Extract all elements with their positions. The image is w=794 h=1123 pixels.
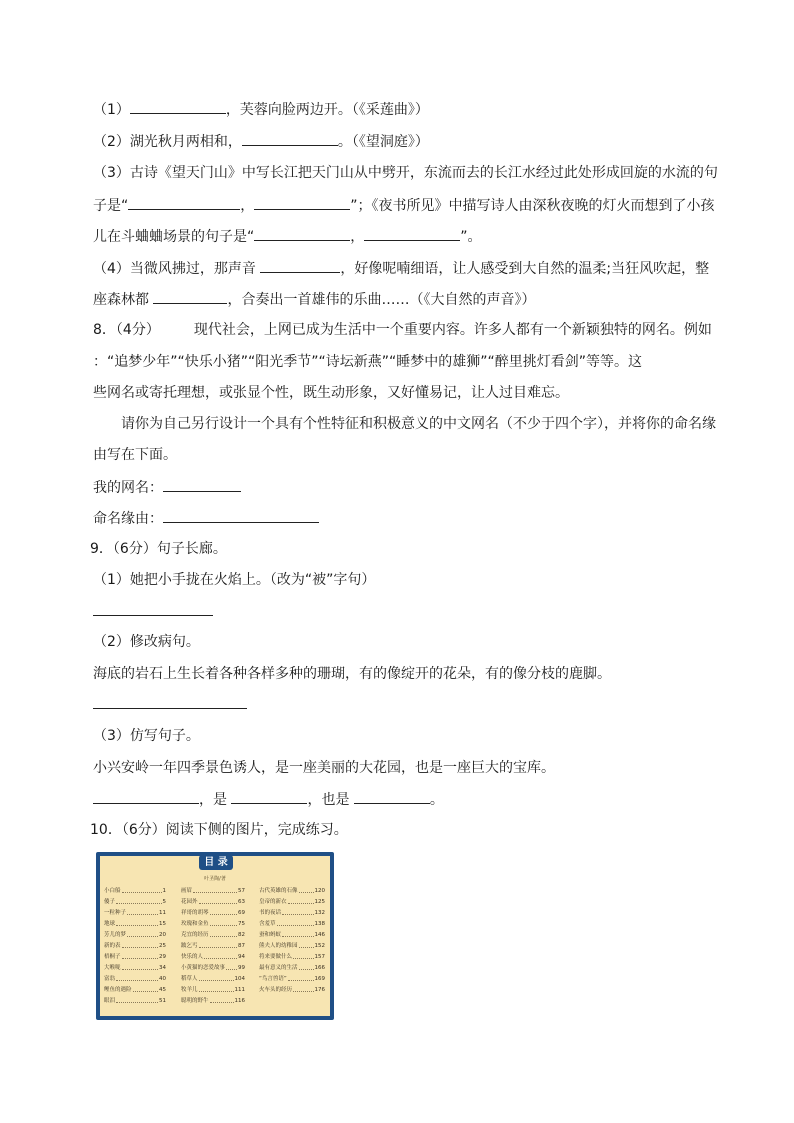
toc-entry — [259, 985, 325, 996]
toc-entry-page: 169 — [314, 976, 325, 982]
toc-entry — [259, 897, 325, 908]
toc-entry — [104, 963, 166, 974]
name-label: 我的网名： — [93, 480, 163, 496]
toc-leader-dots — [122, 886, 162, 893]
toc-leader-dots — [277, 919, 314, 926]
toc-entry — [259, 930, 325, 941]
toc-entry — [259, 886, 325, 897]
toc-leader-dots — [299, 941, 314, 948]
q9-item-3: （3）仿写句子。 — [93, 728, 200, 744]
toc-entry — [181, 930, 245, 941]
answer-blank[interactable] — [254, 226, 350, 241]
item-number: （1） — [93, 102, 130, 118]
toc-leader-dots — [282, 930, 313, 937]
toc-entry-title: 熊夫人的幼稚园 — [259, 943, 298, 949]
toc-entry — [259, 952, 325, 963]
toc-entry-page: 20 — [159, 932, 166, 938]
q9-item-3-sentence: 小兴安岭一年四季景色诱人，是一座美丽的大花园，也是一座巨大的宝库。 — [93, 760, 555, 776]
toc-leader-dots — [127, 930, 158, 937]
toc-entry — [104, 886, 166, 897]
toc-entry-title: 地球 — [104, 921, 116, 927]
toc-leader-dots — [133, 985, 158, 992]
q8-line5: 由写在下面。 — [93, 447, 177, 463]
toc-leader-dots — [122, 941, 158, 948]
q7-item-1 — [93, 99, 429, 120]
toc-leader-dots — [116, 974, 158, 981]
toc-entry-title: 画眉 — [181, 888, 193, 894]
item-text: ，芙蓉向脸两边开。（《采莲曲》） — [225, 102, 429, 118]
toc-entry-page: 15 — [159, 921, 166, 927]
question-number: 8．（4分） — [93, 322, 160, 338]
toc-entry-page: 29 — [159, 954, 166, 960]
toc-entry-page: 69 — [238, 910, 245, 916]
toc-leader-dots — [282, 908, 313, 915]
toc-entry-page: 94 — [238, 954, 245, 960]
toc-entry-page: 152 — [314, 943, 325, 949]
q8-reason-row — [93, 508, 319, 529]
toc-leader-dots — [116, 996, 158, 1003]
q7-item-4-line1: （4）当微风拂过，那声音 ，好像呢喃细语，让人感受到大自然的温柔;当狂风吹起，整 — [93, 258, 709, 279]
toc-entry-page: 25 — [159, 943, 166, 949]
reason-answer-blank[interactable] — [163, 508, 319, 523]
answer-blank[interactable] — [260, 258, 340, 273]
toc-entry-page: 132 — [314, 910, 325, 916]
toc-leader-dots — [210, 919, 237, 926]
toc-entry — [104, 952, 166, 963]
toc-entry-title: 新的表 — [104, 943, 121, 949]
q10-heading: 10．（6分）阅读下侧的图片，完成练习。 — [90, 822, 348, 838]
toc-entry-page: 63 — [238, 899, 245, 905]
toc-leader-dots — [116, 919, 158, 926]
toc-entry-page: 1 — [162, 888, 166, 894]
toc-entry — [259, 919, 325, 930]
toc-entry-page: 45 — [159, 987, 166, 993]
toc-entry-title: 眼泪 — [104, 998, 116, 1004]
toc-entry-title: 梧桐子 — [104, 954, 121, 960]
toc-entry-page: 82 — [238, 932, 245, 938]
answer-blank[interactable] — [242, 131, 338, 146]
toc-entry — [181, 941, 245, 952]
toc-entry-page: 104 — [234, 976, 245, 982]
toc-leader-dots — [204, 952, 237, 959]
toc-entry-page: 120 — [314, 888, 325, 894]
toc-entry — [104, 941, 166, 952]
q8-line4: 请你为自己另行设计一个具有个性特征和积极意义的中文网名（不少于四个字），并将你的命名缘 — [121, 416, 716, 432]
answer-line[interactable] — [93, 708, 247, 709]
toc-subtitle: 叶圣陶/著 — [204, 876, 226, 882]
item-number: （2） — [93, 134, 130, 150]
toc-entry-title: 跛乞丐 — [181, 943, 198, 949]
toc-entry-title: 将来要做什么 — [259, 954, 293, 960]
toc-entry — [181, 886, 245, 897]
toc-entry-title: 聪明的野牛 — [181, 998, 209, 1004]
toc-entry-title: 傻子 — [104, 899, 116, 905]
toc-entry — [104, 919, 166, 930]
q7-item-3-line1: （3）古诗《望天门山》中写长江把天门山从中劈开，东流而去的长江水经过此处形成回旋的水流的句 — [93, 165, 718, 181]
toc-leader-dots — [293, 952, 313, 959]
toc-entry — [259, 941, 325, 952]
q8-line2: ：“追梦少年”“快乐小猪”“阳光季节”“诗坛新燕”“睡梦中的雄狮”“醉里挑灯看剑”等等。这 — [93, 354, 643, 370]
q7-item-4-line2: 座森林都 ，合奏出一首雄伟的乐曲……（《大自然的声音》） — [93, 289, 535, 310]
toc-leader-dots — [288, 897, 314, 904]
toc-entry-title: 小黄猫的恋爱故事 — [181, 965, 226, 971]
q7-item-3-line2: 子是“ ， ”；《夜书所见》中描写诗人由深秋夜晚的灯火而想到了小孩 — [93, 195, 715, 216]
toc-entry-title: 稻草人 — [181, 976, 198, 982]
toc-entry-title: 花园外 — [181, 899, 198, 905]
q8-name-row — [93, 477, 241, 498]
toc-column-2 — [181, 886, 245, 1007]
toc-entry-title: 皇帝的新衣 — [259, 899, 287, 905]
toc-entry-title: 鲤鱼的遇险 — [104, 987, 132, 993]
answer-line[interactable] — [93, 615, 213, 616]
toc-entry — [104, 908, 166, 919]
toc-leader-dots — [199, 985, 234, 992]
toc-leader-dots — [122, 963, 158, 970]
toc-entry-page: 146 — [314, 932, 325, 938]
toc-leader-dots — [199, 941, 237, 948]
toc-entry-title: 大喉咙 — [104, 965, 121, 971]
toc-entry-title: 芳儿的梦 — [104, 932, 127, 938]
toc-entry-title: 克宜的经历 — [181, 932, 209, 938]
q7-item-3-line3: 儿在斗蛐蛐场景的句子是“ ， ”。 — [93, 226, 482, 247]
toc-leader-dots — [193, 886, 237, 893]
toc-entry-title: 最有意义的生活 — [259, 965, 298, 971]
toc-entry — [181, 919, 245, 930]
answer-blank[interactable] — [153, 289, 227, 304]
item-text: 湖光秋月两相和， — [129, 134, 242, 150]
toc-leader-dots — [299, 963, 314, 970]
toc-leader-dots — [122, 952, 158, 959]
toc-entry-page: 166 — [314, 965, 325, 971]
toc-entry-page: 116 — [234, 998, 245, 1004]
toc-entry-page: 57 — [238, 888, 245, 894]
toc-leader-dots — [199, 974, 234, 981]
answer-blank[interactable] — [254, 195, 350, 210]
toc-leader-dots — [226, 963, 237, 970]
toc-entry — [181, 974, 245, 985]
toc-entry-page: 75 — [238, 921, 245, 927]
table-of-contents-image — [96, 852, 334, 1020]
q7-item-2 — [93, 131, 429, 152]
toc-entry — [104, 897, 166, 908]
toc-leader-dots — [210, 908, 237, 915]
toc-leader-dots — [199, 897, 237, 904]
toc-leader-dots — [299, 886, 314, 893]
toc-column-3 — [259, 886, 325, 996]
toc-entry — [104, 930, 166, 941]
toc-leader-dots — [116, 897, 161, 904]
toc-entry-title: 蚕和蚂蚁 — [259, 932, 282, 938]
toc-title: 目 录 — [199, 855, 233, 870]
reason-label: 命名缘由： — [93, 511, 163, 527]
toc-entry-page: 138 — [314, 921, 325, 927]
toc-entry-title: 小白船 — [104, 888, 121, 894]
toc-entry — [259, 908, 325, 919]
toc-entry — [104, 985, 166, 996]
toc-entry-title: 祥哥的胡琴 — [181, 910, 209, 916]
toc-leader-dots — [288, 974, 314, 981]
toc-leader-dots — [127, 908, 158, 915]
toc-entry — [181, 908, 245, 919]
answer-blank[interactable] — [93, 789, 199, 804]
toc-entry — [259, 963, 325, 974]
q8-line1: 8．（4分） 现代社会，上网已成为生活中一个重要内容。许多人都有一个新颖独特的网名。例如 — [93, 322, 712, 338]
toc-entry — [259, 974, 325, 985]
q9-item-1: （1）她把小手拢在火焰上。（改为“被”字句） — [93, 572, 376, 588]
toc-entry-title: 古代英雄的石像 — [259, 888, 298, 894]
toc-entry-title: 书的夜话 — [259, 910, 282, 916]
toc-entry-page: 176 — [314, 987, 325, 993]
toc-entry — [181, 963, 245, 974]
answer-blank[interactable] — [354, 789, 430, 804]
toc-entry-title: 火车头的经历 — [259, 987, 293, 993]
toc-column-1 — [104, 886, 166, 1007]
item-text: 。（《望洞庭》） — [337, 134, 429, 150]
toc-entry-page: 11 — [159, 910, 166, 916]
q9-item-2: （2）修改病句。 — [93, 634, 200, 650]
toc-entry-page: 40 — [159, 976, 166, 982]
toc-entry-page: 51 — [159, 998, 166, 1004]
toc-leader-dots — [293, 985, 313, 992]
toc-entry-page: 87 — [238, 943, 245, 949]
toc-entry-title: 含羞草 — [259, 921, 276, 927]
name-answer-blank[interactable] — [163, 477, 241, 492]
toc-entry-page: 34 — [159, 965, 166, 971]
toc-entry — [181, 952, 245, 963]
toc-entry-title: 快乐的人 — [181, 954, 204, 960]
q9-item-3-answer: ，是 ，也是 。 — [93, 789, 444, 810]
toc-entry — [181, 985, 245, 996]
toc-entry-title: 富翁 — [104, 976, 116, 982]
toc-entry-page: 111 — [234, 987, 245, 993]
toc-entry-title: “鸟言兽语” — [259, 976, 287, 982]
toc-entry — [181, 996, 245, 1007]
toc-entry-page: 125 — [314, 899, 325, 905]
toc-entry-page: 99 — [238, 965, 245, 971]
toc-leader-dots — [210, 996, 234, 1003]
toc-entry-page: 5 — [162, 899, 166, 905]
q9-heading: 9．（6分）句子长廊。 — [90, 541, 227, 557]
toc-entry-title: 一粒种子 — [104, 910, 127, 916]
toc-entry-page: 157 — [314, 954, 325, 960]
answer-blank[interactable] — [364, 226, 460, 241]
q8-line3: 些网名或寄托理想，或张显个性，既生动形象，又好懂易记，让人过目难忘。 — [93, 385, 569, 401]
toc-leader-dots — [210, 930, 237, 937]
toc-entry-title: 玫瑰和金鱼 — [181, 921, 209, 927]
answer-blank[interactable] — [128, 195, 240, 210]
q9-item-2-sentence: 海底的岩石上生长着各种各样多种的珊瑚，有的像绽开的花朵，有的像分枝的鹿脚。 — [93, 666, 611, 682]
toc-entry — [181, 897, 245, 908]
toc-entry-title: 牧羊儿 — [181, 987, 198, 993]
toc-entry — [104, 996, 166, 1007]
answer-blank[interactable] — [231, 789, 307, 804]
toc-entry — [104, 974, 166, 985]
answer-blank[interactable] — [130, 99, 226, 114]
